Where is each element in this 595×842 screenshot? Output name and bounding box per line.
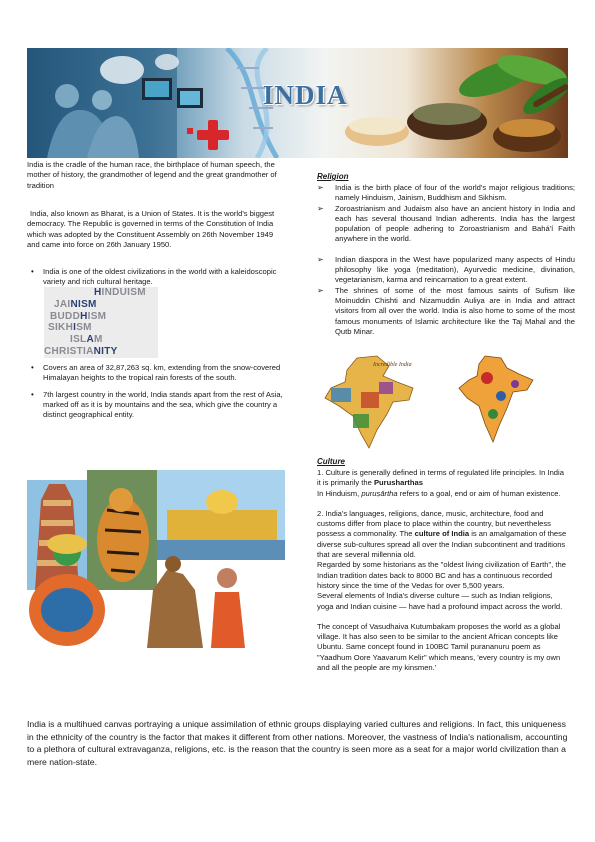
incredible-india-map-image (317, 352, 427, 452)
religion-word-3: BUDDHISM (50, 310, 107, 322)
culture-paragraph-2: 2. India's languages, religions, dance, music, architecture, food and customs differ from place to place within the country, but nevertheless possess a commonality. The culture of India is an amalgamation of these diverse sub-cultures spread all over the Indian subcontinent and traditions that are several millennia old. Regarded by some historians as the "oldest living civilization of Earth", the Indian tradition dates back to 8000 BC and has a continuous recorded history since the time of the Vedas for over 5,500 years. Several elements of India's diverse culture — such as Indian religions, yoga and Indian cuisine — have had a profound impact across the world. (317, 508, 567, 611)
fact-item-1: • India is one of the oldest civilizations in the world with a kaleidoscopic variety and rich cultural heritage. (27, 267, 285, 288)
religion-word-2: JAINISM (54, 298, 97, 310)
religious-map-image (455, 352, 537, 444)
banner-title: INDIA (263, 80, 348, 110)
intro-paragraph-1: India is the cradle of the human race, the birthplace of human speech, the mother of history, the grandmother of legend and the great grandmother of tradition (27, 160, 277, 190)
culture-heading: Culture (317, 457, 345, 466)
fact-item-2: • Covers an area of 32,87,263 sq. km, extending from the snow-covered Himalayan heights to the tropical rain forests of the south. (27, 363, 285, 384)
culture-section (317, 457, 569, 673)
religion-item-1: ➢ India is the birth place of four of the world's major religious traditions; namely Hinduism, Jainism, Buddhism and Sikhism. (317, 183, 575, 204)
religion-heading: Religion (317, 172, 349, 181)
closing-paragraph: India is a multihued canvas portraying a unique assimilation of ethnic groups displaying varied cultures and religions. In fact, this uniqueness in the ethnicity of the country is the factor that makes it different from other nations. Moreover, the vastness of India's nationalism, accounting to a plethora of cultural extravaganza, religions, etc. is the reason that the country is seen more as a seat for a major world civilization than a mere nation-state. (27, 719, 568, 767)
religion-word-1: HINDUISM (94, 287, 146, 298)
religion-word-5: ISLAM (70, 334, 103, 346)
medical-cross-icon (187, 120, 229, 150)
culture-paragraph-1: 1. Culture is generally defined in terms of regulated life principles. In India it is primarily the Purusharthas In Hinduism, puruṣārtha refers to a goal, end or aim of human existence. (317, 468, 564, 498)
religion-word-4: SIKHISM (48, 322, 92, 334)
map-caption: Incredible India (373, 362, 412, 368)
religion-section (317, 172, 575, 337)
fact-item-3: • 7th largest country in the world, India stands apart from the rest of Asia, marked off as it is by mountains and the sea, which give the country a distinct geographical entity. (27, 390, 285, 421)
religions-graphic (44, 287, 158, 358)
religion-item-3: ➢ Indian diaspora in the West have popularized many aspects of Hindu philosophy like yoga (meditation), Ayurvedic medicine, divination, vegetarianism, karma and reincarnation to a great extent. (317, 255, 575, 286)
religion-word-6: CHRISTIANITY (44, 345, 118, 357)
culture-paragraph-3: The concept of Vasudhaiva Kutumbakam proposes the world as a global village. It has also seen to be similar to the ancient African concepts like Ubuntu. Same concept found in 100BC Tamil purananuru poem as "Yaadhum Oore Yaavarum Kelir" which means, 'every country is my own and all the people are my kinsmen.' (317, 621, 561, 673)
facts-list-bottom (27, 363, 285, 426)
religion-item-2: ➢ Zoroastrianism and Judaism also have an ancient history in India and each has several thousand Indian adherents. India has the largest population of people adhering to Zoroastrianism and Bahá'í Faith anywhere in the world. (317, 204, 575, 245)
religion-item-4: ➢ The shrines of some of the most famous saints of Sufism like Moinuddin Chishti and Nizamuddin Auliya are in India and attract visitors from all over the world. India is also home to some of the most famous monuments of Islamic architecture like the Taj Mahal and the Qutb Minar. (317, 286, 575, 337)
intro-paragraph-2: India, also known as Bharat, is a Union of States. It is the world's biggest democracy. The Republic is governed in terms of the Constitution of India which was adopted by the Constituent Assembly on 26th November 1949 and came into force on 26th January 1950. (27, 209, 275, 249)
culture-collage-image (27, 460, 285, 648)
header-banner (27, 48, 568, 158)
